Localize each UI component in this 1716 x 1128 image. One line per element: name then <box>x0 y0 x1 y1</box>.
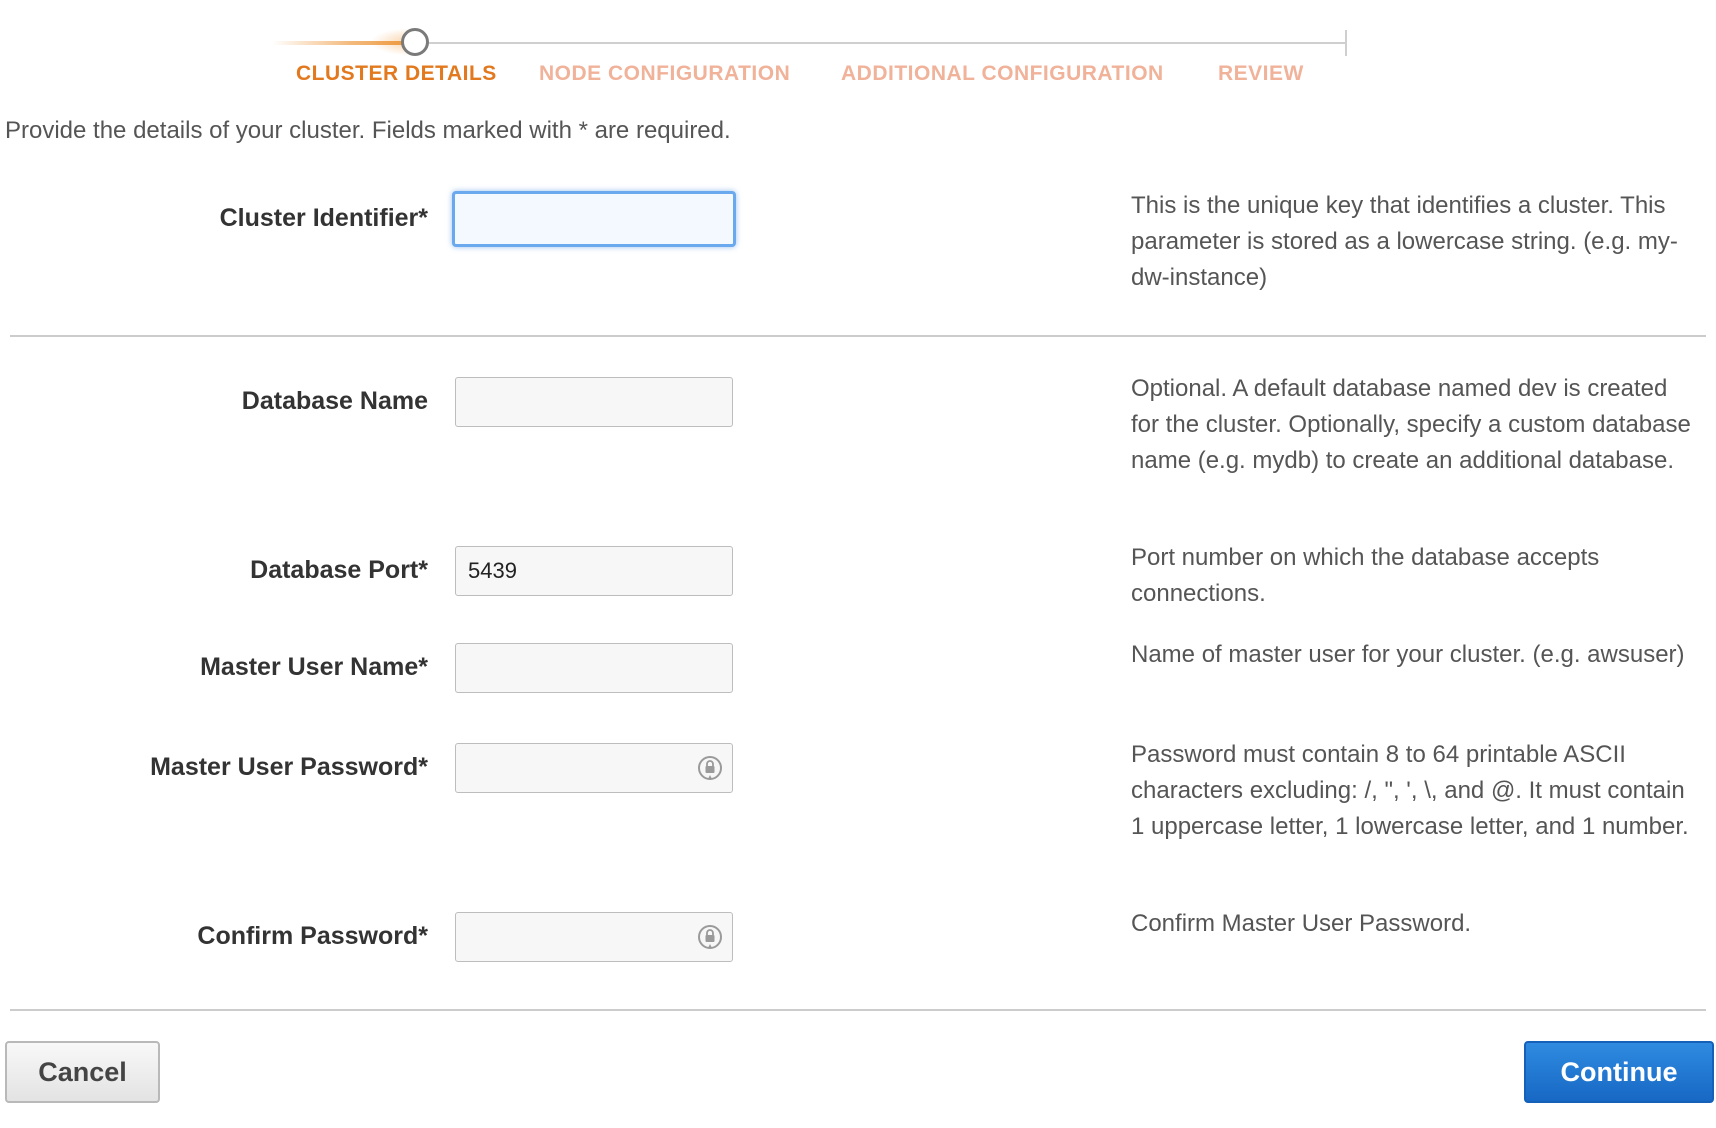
master-user-name-help: Name of master user for your cluster. (e.g. awsuser) <box>1131 641 1685 668</box>
master-user-name-input[interactable] <box>455 643 733 693</box>
database-port-label: Database Port* <box>250 556 428 584</box>
progress-track-end <box>1345 30 1347 56</box>
step-review[interactable]: REVIEW <box>1218 62 1304 85</box>
intro-text: Provide the details of your cluster. Fields marked with * are required. <box>5 117 731 144</box>
master-user-name-label: Master User Name* <box>200 653 428 681</box>
cluster-identifier-input[interactable] <box>452 191 736 247</box>
cluster-identifier-help: This is the unique key that identifies a cluster. This parameter is stored as a lowercase string. (e.g. my-dw-instance) <box>1131 192 1678 291</box>
cluster-identifier-label: Cluster Identifier* <box>219 204 428 232</box>
password-autofill-icon[interactable] <box>697 924 723 950</box>
database-name-label: Database Name <box>241 387 428 415</box>
step-additional-configuration[interactable]: ADDITIONAL CONFIGURATION <box>841 62 1164 85</box>
confirm-password-input[interactable] <box>455 912 733 962</box>
step-cluster-details[interactable]: CLUSTER DETAILS <box>296 62 497 85</box>
database-name-help: Optional. A default database named dev is created for the cluster. Optionally, specify a custom database name (e.g. mydb) to create an additional database. <box>1131 375 1691 474</box>
confirm-password-help: Confirm Master User Password. <box>1131 910 1472 937</box>
database-name-input[interactable] <box>455 377 733 427</box>
cancel-button[interactable]: Cancel <box>5 1041 160 1103</box>
master-user-password-input[interactable] <box>455 743 733 793</box>
continue-button[interactable]: Continue <box>1524 1041 1714 1103</box>
current-step-marker-icon <box>401 28 429 56</box>
step-node-configuration[interactable]: NODE CONFIGURATION <box>539 62 791 85</box>
database-port-help: Port number on which the database accepts connections. <box>1131 544 1600 607</box>
database-port-input[interactable] <box>455 546 733 596</box>
password-autofill-icon[interactable] <box>697 755 723 781</box>
section-divider <box>10 335 1706 337</box>
confirm-password-label: Confirm Password* <box>197 922 428 950</box>
master-user-password-label: Master User Password* <box>150 753 428 781</box>
progress-track <box>414 42 1346 44</box>
master-user-password-help: Password must contain 8 to 64 printable ASCII characters excluding: /, ", ', \, and @. It must contain 1 uppercase letter, 1 lowercase letter, and 1 number. <box>1131 741 1689 840</box>
footer-divider <box>10 1009 1706 1011</box>
wizard-progress <box>0 0 1716 100</box>
